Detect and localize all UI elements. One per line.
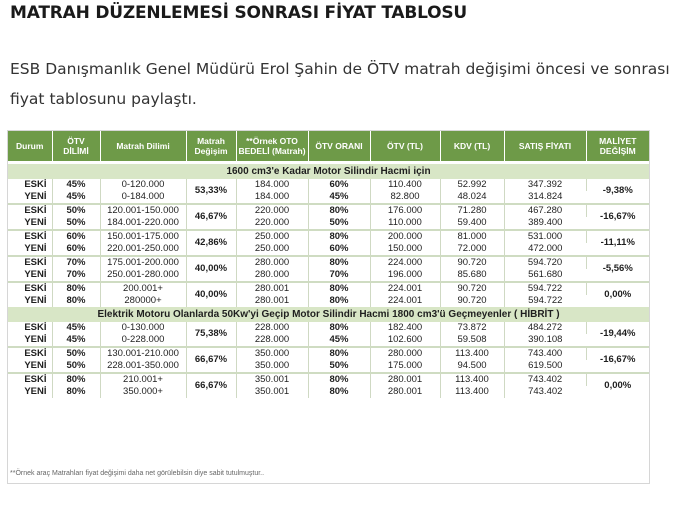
otv-tl-cell: 196.000 [370, 269, 440, 282]
matrah-degisim-cell: 53,33% [186, 179, 236, 204]
header-cell: ÖTV (TL) [370, 131, 440, 163]
otv-tl-cell: 176.000 [370, 204, 440, 217]
otv-tl-cell: 110.400 [370, 179, 440, 191]
table-row [8, 179, 649, 191]
kdv-tl-cell: 71.280 [440, 204, 504, 217]
table-row [8, 322, 649, 334]
otv-tl-cell: 280.000 [370, 347, 440, 360]
header-cell: SATIŞ FİYATI [504, 131, 586, 163]
otv-tl-cell: 280.001 [370, 373, 440, 386]
table-row [8, 191, 649, 204]
table-row [8, 386, 649, 398]
otv-dilimi-cell: 70% [52, 269, 100, 282]
oto-bedeli-cell: 350.000 [236, 347, 308, 360]
matrah-dilimi-cell: 184.001-220.000 [100, 217, 186, 230]
otv-dilimi-cell: 70% [52, 256, 100, 269]
oto-bedeli-cell: 280.001 [236, 295, 308, 307]
kdv-tl-cell: 72.000 [440, 243, 504, 256]
page-title: MATRAH DÜZENLEMESİ SONRASI FİYAT TABLOSU [10, 3, 468, 23]
matrah-dilimi-cell: 0-228.000 [100, 334, 186, 347]
maliyet-degisim-cell: 0,00% [586, 282, 649, 307]
header-cell: Matrah Değişim [186, 131, 236, 163]
otv-tl-cell: 200.000 [370, 230, 440, 243]
otv-dilimi-cell: 50% [52, 217, 100, 230]
otv-orani-cell: 80% [308, 204, 370, 217]
durum-cell: YENİ [8, 191, 52, 204]
table-row [8, 295, 649, 307]
otv-dilimi-cell: 50% [52, 360, 100, 373]
matrah-degisim-cell: 75,38% [186, 322, 236, 347]
satis-fiyati-cell: 484.272 [504, 322, 586, 334]
otv-tl-cell: 224.001 [370, 295, 440, 307]
durum-cell: ESKİ [8, 373, 52, 386]
durum-cell: ESKİ [8, 179, 52, 191]
oto-bedeli-cell: 250.000 [236, 230, 308, 243]
oto-bedeli-cell: 228.000 [236, 322, 308, 334]
otv-orani-cell: 80% [308, 295, 370, 307]
satis-fiyati-cell: 619.500 [504, 360, 586, 373]
matrah-degisim-cell: 40,00% [186, 256, 236, 282]
otv-orani-cell: 50% [308, 217, 370, 230]
matrah-dilimi-cell: 0-184.000 [100, 191, 186, 204]
kdv-tl-cell: 81.000 [440, 230, 504, 243]
section-title: Elektrik Motoru Olanlarda 50Kw'yi Geçip Motor Silindir Hacmi 1800 cm3'ü Geçmeyenler ( HİBRİT ) [8, 307, 649, 322]
matrah-degisim-cell: 66,67% [186, 347, 236, 373]
table-row [8, 360, 649, 373]
oto-bedeli-cell: 220.000 [236, 204, 308, 217]
matrah-degisim-cell: 42,86% [186, 230, 236, 256]
otv-orani-cell: 80% [308, 386, 370, 398]
oto-bedeli-cell: 228.000 [236, 334, 308, 347]
otv-dilimi-cell: 60% [52, 230, 100, 243]
otv-dilimi-cell: 45% [52, 179, 100, 191]
table-row [8, 334, 649, 347]
table-row [8, 204, 649, 217]
matrah-dilimi-cell: 130.001-210.000 [100, 347, 186, 360]
durum-cell: ESKİ [8, 204, 52, 217]
otv-dilimi-cell: 80% [52, 386, 100, 398]
satis-fiyati-cell: 594.722 [504, 282, 586, 295]
maliyet-degisim-cell: -16,67% [586, 347, 649, 373]
header-cell: KDV (TL) [440, 131, 504, 163]
oto-bedeli-cell: 350.001 [236, 386, 308, 398]
table-row [8, 243, 649, 256]
satis-fiyati-cell: 347.392 [504, 179, 586, 191]
matrah-dilimi-cell: 0-120.000 [100, 179, 186, 191]
price-table [8, 131, 649, 398]
maliyet-degisim-cell: -9,38% [586, 179, 649, 204]
otv-dilimi-cell: 80% [52, 282, 100, 295]
satis-fiyati-cell: 743.402 [504, 386, 586, 398]
maliyet-degisim-cell: -11,11% [586, 230, 649, 256]
maliyet-degisim-cell: 0,00% [586, 373, 649, 398]
kdv-tl-cell: 48.024 [440, 191, 504, 204]
table-header-row [8, 131, 649, 163]
oto-bedeli-cell: 280.000 [236, 269, 308, 282]
otv-orani-cell: 50% [308, 360, 370, 373]
otv-orani-cell: 80% [308, 282, 370, 295]
satis-fiyati-cell: 314.824 [504, 191, 586, 204]
table-row [8, 282, 649, 295]
durum-cell: YENİ [8, 334, 52, 347]
otv-orani-cell: 60% [308, 243, 370, 256]
maliyet-degisim-cell: -16,67% [586, 204, 649, 230]
durum-cell: YENİ [8, 217, 52, 230]
otv-dilimi-cell: 45% [52, 191, 100, 204]
matrah-dilimi-cell: 0-130.000 [100, 322, 186, 334]
otv-tl-cell: 280.001 [370, 386, 440, 398]
table-row [8, 373, 649, 386]
otv-dilimi-cell: 50% [52, 204, 100, 217]
otv-dilimi-cell: 50% [52, 347, 100, 360]
satis-fiyati-cell: 594.722 [504, 295, 586, 307]
oto-bedeli-cell: 350.001 [236, 373, 308, 386]
otv-tl-cell: 102.600 [370, 334, 440, 347]
otv-orani-cell: 80% [308, 230, 370, 243]
otv-orani-cell: 45% [308, 191, 370, 204]
durum-cell: ESKİ [8, 230, 52, 243]
satis-fiyati-cell: 389.400 [504, 217, 586, 230]
otv-dilimi-cell: 45% [52, 334, 100, 347]
kdv-tl-cell: 59.508 [440, 334, 504, 347]
otv-dilimi-cell: 60% [52, 243, 100, 256]
header-cell: ÖTV DİLİMİ [52, 131, 100, 163]
otv-orani-cell: 80% [308, 373, 370, 386]
otv-dilimi-cell: 45% [52, 322, 100, 334]
kdv-tl-cell: 73.872 [440, 322, 504, 334]
satis-fiyati-cell: 743.402 [504, 373, 586, 386]
otv-dilimi-cell: 80% [52, 295, 100, 307]
durum-cell: YENİ [8, 360, 52, 373]
otv-tl-cell: 224.000 [370, 256, 440, 269]
matrah-dilimi-cell: 175.001-200.000 [100, 256, 186, 269]
otv-tl-cell: 182.400 [370, 322, 440, 334]
satis-fiyati-cell: 472.000 [504, 243, 586, 256]
section-header-row [8, 307, 649, 322]
oto-bedeli-cell: 184.000 [236, 191, 308, 204]
otv-orani-cell: 45% [308, 334, 370, 347]
kdv-tl-cell: 113.400 [440, 386, 504, 398]
satis-fiyati-cell: 467.280 [504, 204, 586, 217]
otv-orani-cell: 80% [308, 256, 370, 269]
oto-bedeli-cell: 280.000 [236, 256, 308, 269]
oto-bedeli-cell: 280.001 [236, 282, 308, 295]
matrah-dilimi-cell: 220.001-250.000 [100, 243, 186, 256]
oto-bedeli-cell: 250.000 [236, 243, 308, 256]
kdv-tl-cell: 94.500 [440, 360, 504, 373]
header-cell: Durum [8, 131, 52, 163]
matrah-dilimi-cell: 150.001-175.000 [100, 230, 186, 243]
table-row [8, 217, 649, 230]
table-row [8, 269, 649, 282]
durum-cell: ESKİ [8, 347, 52, 360]
section-title: 1600 cm3'e Kadar Motor Silindir Hacmi için [8, 163, 649, 180]
satis-fiyati-cell: 594.720 [504, 256, 586, 269]
kdv-tl-cell: 59.400 [440, 217, 504, 230]
table-row [8, 256, 649, 269]
price-table-figure [7, 130, 650, 484]
kdv-tl-cell: 113.400 [440, 347, 504, 360]
durum-cell: ESKİ [8, 322, 52, 334]
matrah-degisim-cell: 66,67% [186, 373, 236, 398]
satis-fiyati-cell: 390.108 [504, 334, 586, 347]
oto-bedeli-cell: 350.000 [236, 360, 308, 373]
satis-fiyati-cell: 531.000 [504, 230, 586, 243]
durum-cell: YENİ [8, 386, 52, 398]
matrah-degisim-cell: 40,00% [186, 282, 236, 307]
satis-fiyati-cell: 561.680 [504, 269, 586, 282]
oto-bedeli-cell: 220.000 [236, 217, 308, 230]
otv-orani-cell: 80% [308, 347, 370, 360]
header-cell: MALİYET DEĞİŞİM [586, 131, 649, 163]
maliyet-degisim-cell: -5,56% [586, 256, 649, 282]
durum-cell: YENİ [8, 295, 52, 307]
section-header-row [8, 163, 649, 180]
kdv-tl-cell: 113.400 [440, 373, 504, 386]
matrah-dilimi-cell: 250.001-280.000 [100, 269, 186, 282]
otv-tl-cell: 110.000 [370, 217, 440, 230]
matrah-dilimi-cell: 120.001-150.000 [100, 204, 186, 217]
otv-tl-cell: 175.000 [370, 360, 440, 373]
otv-orani-cell: 70% [308, 269, 370, 282]
matrah-dilimi-cell: 280000+ [100, 295, 186, 307]
durum-cell: YENİ [8, 269, 52, 282]
kdv-tl-cell: 90.720 [440, 295, 504, 307]
matrah-dilimi-cell: 200.001+ [100, 282, 186, 295]
header-cell: ÖTV ORANI [308, 131, 370, 163]
table-row [8, 347, 649, 360]
kdv-tl-cell: 52.992 [440, 179, 504, 191]
table-footnote: **Örnek araç Matrahları fiyat değişimi daha net görülebilsin diye sabit tutulmuştur.. [10, 470, 265, 477]
header-cell: **Örnek OTO BEDELİ (Matrah) [236, 131, 308, 163]
otv-tl-cell: 82.800 [370, 191, 440, 204]
header-cell: Matrah Dilimi [100, 131, 186, 163]
durum-cell: ESKİ [8, 282, 52, 295]
durum-cell: YENİ [8, 243, 52, 256]
otv-tl-cell: 150.000 [370, 243, 440, 256]
matrah-degisim-cell: 46,67% [186, 204, 236, 230]
satis-fiyati-cell: 743.400 [504, 347, 586, 360]
matrah-dilimi-cell: 350.000+ [100, 386, 186, 398]
otv-orani-cell: 60% [308, 179, 370, 191]
article-paragraph: ESB Danışmanlık Genel Müdürü Erol Şahin de ÖTV matrah değişimi öncesi ve sonrası fiyat tablosunu paylaştı. [10, 60, 670, 108]
maliyet-degisim-cell: -19,44% [586, 322, 649, 347]
kdv-tl-cell: 90.720 [440, 282, 504, 295]
otv-tl-cell: 224.001 [370, 282, 440, 295]
durum-cell: ESKİ [8, 256, 52, 269]
matrah-dilimi-cell: 210.001+ [100, 373, 186, 386]
kdv-tl-cell: 90.720 [440, 256, 504, 269]
otv-orani-cell: 80% [308, 322, 370, 334]
oto-bedeli-cell: 184.000 [236, 179, 308, 191]
matrah-dilimi-cell: 228.001-350.000 [100, 360, 186, 373]
table-row [8, 230, 649, 243]
kdv-tl-cell: 85.680 [440, 269, 504, 282]
otv-dilimi-cell: 80% [52, 373, 100, 386]
